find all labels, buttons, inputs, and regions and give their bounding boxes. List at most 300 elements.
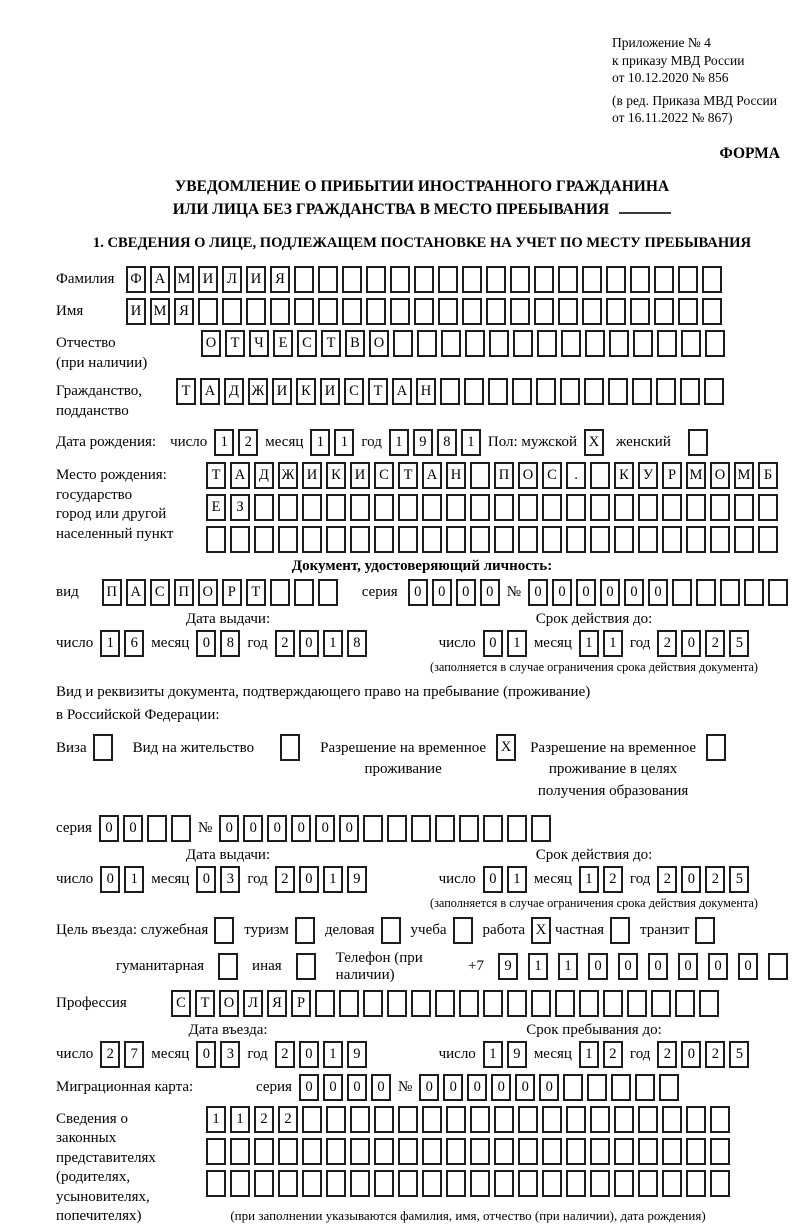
checkbox-tourism[interactable] <box>295 917 315 944</box>
form-cell[interactable] <box>510 266 530 293</box>
form-cell[interactable]: 9 <box>347 1041 367 1068</box>
form-cell[interactable] <box>518 1106 538 1133</box>
form-cell[interactable] <box>678 266 698 293</box>
form-cell[interactable] <box>398 494 418 521</box>
form-cell[interactable]: 0 <box>467 1074 487 1101</box>
form-cell[interactable] <box>686 1170 706 1197</box>
form-cell[interactable] <box>710 1170 730 1197</box>
form-cell[interactable] <box>230 526 250 553</box>
form-cell[interactable] <box>518 494 538 521</box>
form-cell[interactable]: И <box>302 462 322 489</box>
form-cell[interactable] <box>374 526 394 553</box>
form-cell[interactable]: 0 <box>299 630 319 657</box>
form-cell[interactable] <box>489 330 509 357</box>
form-cell[interactable] <box>582 298 602 325</box>
form-cell[interactable] <box>350 1106 370 1133</box>
form-cell[interactable]: М <box>734 462 754 489</box>
form-cell[interactable]: Р <box>222 579 242 606</box>
form-cell[interactable] <box>326 1170 346 1197</box>
form-cell[interactable]: Я <box>270 266 290 293</box>
form-cell[interactable] <box>542 494 562 521</box>
form-cell[interactable]: 9 <box>507 1041 527 1068</box>
form-cell[interactable] <box>627 990 647 1017</box>
form-cell[interactable]: 9 <box>498 953 518 980</box>
form-cell[interactable] <box>662 1138 682 1165</box>
form-cell[interactable]: 7 <box>124 1041 144 1068</box>
form-cell[interactable]: Л <box>243 990 263 1017</box>
form-cell[interactable]: 0 <box>443 1074 463 1101</box>
form-cell[interactable]: 9 <box>413 429 433 456</box>
form-cell[interactable]: 5 <box>729 1041 749 1068</box>
form-cell[interactable]: 2 <box>657 866 677 893</box>
form-cell[interactable] <box>206 1138 226 1165</box>
form-cell[interactable] <box>494 1106 514 1133</box>
form-cell[interactable] <box>542 1138 562 1165</box>
form-cell[interactable]: Я <box>174 298 194 325</box>
form-cell[interactable]: З <box>230 494 250 521</box>
form-cell[interactable] <box>464 378 484 405</box>
form-cell[interactable]: О <box>369 330 389 357</box>
form-cell[interactable] <box>470 1138 490 1165</box>
form-cell[interactable] <box>704 378 724 405</box>
form-cell[interactable]: К <box>296 378 316 405</box>
form-cell[interactable]: О <box>518 462 538 489</box>
form-cell[interactable] <box>590 526 610 553</box>
form-cell[interactable] <box>638 1170 658 1197</box>
form-cell[interactable] <box>512 378 532 405</box>
form-cell[interactable] <box>536 378 556 405</box>
form-cell[interactable] <box>744 579 764 606</box>
form-cell[interactable] <box>446 494 466 521</box>
form-cell[interactable]: И <box>272 378 292 405</box>
form-cell[interactable]: 1 <box>323 1041 343 1068</box>
form-cell[interactable]: 5 <box>729 630 749 657</box>
form-cell[interactable] <box>342 298 362 325</box>
form-cell[interactable]: 5 <box>729 866 749 893</box>
form-cell[interactable]: 0 <box>408 579 428 606</box>
form-cell[interactable]: 2 <box>603 866 623 893</box>
form-cell[interactable] <box>630 266 650 293</box>
form-cell[interactable] <box>614 1170 634 1197</box>
form-cell[interactable]: 0 <box>299 866 319 893</box>
form-cell[interactable] <box>608 378 628 405</box>
form-cell[interactable] <box>758 526 778 553</box>
form-cell[interactable] <box>446 1138 466 1165</box>
form-cell[interactable] <box>654 266 674 293</box>
form-cell[interactable] <box>699 990 719 1017</box>
form-cell[interactable] <box>438 266 458 293</box>
form-cell[interactable]: К <box>614 462 634 489</box>
form-cell[interactable] <box>470 1170 490 1197</box>
form-cell[interactable]: 1 <box>507 866 527 893</box>
form-cell[interactable]: Р <box>662 462 682 489</box>
checkbox-transit[interactable] <box>695 917 715 944</box>
form-cell[interactable] <box>614 526 634 553</box>
form-cell[interactable]: А <box>422 462 442 489</box>
form-cell[interactable] <box>465 330 485 357</box>
form-cell[interactable]: 1 <box>579 866 599 893</box>
form-cell[interactable] <box>566 494 586 521</box>
form-cell[interactable]: 1 <box>100 630 120 657</box>
form-cell[interactable] <box>590 1170 610 1197</box>
form-cell[interactable]: 8 <box>437 429 457 456</box>
checkbox-temp-residence-edu[interactable] <box>706 734 726 761</box>
form-cell[interactable]: 1 <box>579 1041 599 1068</box>
form-cell[interactable] <box>387 990 407 1017</box>
form-cell[interactable] <box>350 1170 370 1197</box>
form-cell[interactable] <box>566 1170 586 1197</box>
form-cell[interactable]: Т <box>225 330 245 357</box>
form-cell[interactable] <box>710 1106 730 1133</box>
form-cell[interactable] <box>294 298 314 325</box>
form-cell[interactable] <box>531 815 551 842</box>
form-cell[interactable]: М <box>174 266 194 293</box>
form-cell[interactable] <box>483 990 503 1017</box>
form-cell[interactable] <box>710 494 730 521</box>
form-cell[interactable] <box>326 494 346 521</box>
form-cell[interactable] <box>459 990 479 1017</box>
form-cell[interactable] <box>390 298 410 325</box>
form-cell[interactable] <box>614 1106 634 1133</box>
form-cell[interactable]: Е <box>273 330 293 357</box>
form-cell[interactable] <box>414 298 434 325</box>
form-cell[interactable]: 0 <box>480 579 500 606</box>
form-cell[interactable]: Д <box>254 462 274 489</box>
form-cell[interactable]: О <box>201 330 221 357</box>
form-cell[interactable]: Я <box>267 990 287 1017</box>
checkbox-business[interactable] <box>381 917 401 944</box>
form-cell[interactable] <box>537 330 557 357</box>
form-cell[interactable]: 2 <box>705 866 725 893</box>
form-cell[interactable] <box>561 330 581 357</box>
form-cell[interactable] <box>638 1138 658 1165</box>
form-cell[interactable]: 0 <box>99 815 119 842</box>
form-cell[interactable]: М <box>150 298 170 325</box>
form-cell[interactable] <box>398 1106 418 1133</box>
form-cell[interactable] <box>470 462 490 489</box>
form-cell[interactable]: 3 <box>220 1041 240 1068</box>
form-cell[interactable]: 1 <box>334 429 354 456</box>
form-cell[interactable] <box>638 494 658 521</box>
form-cell[interactable] <box>363 990 383 1017</box>
form-cell[interactable] <box>590 462 610 489</box>
checkbox-private[interactable] <box>610 917 630 944</box>
form-cell[interactable]: 0 <box>219 815 239 842</box>
form-cell[interactable]: Т <box>368 378 388 405</box>
form-cell[interactable]: 1 <box>124 866 144 893</box>
form-cell[interactable]: К <box>326 462 346 489</box>
form-cell[interactable]: С <box>171 990 191 1017</box>
form-cell[interactable] <box>659 1074 679 1101</box>
form-cell[interactable] <box>705 330 725 357</box>
form-cell[interactable]: 0 <box>299 1041 319 1068</box>
form-cell[interactable] <box>758 494 778 521</box>
form-cell[interactable] <box>459 815 479 842</box>
form-cell[interactable] <box>438 298 458 325</box>
form-cell[interactable]: 2 <box>238 429 258 456</box>
form-cell[interactable] <box>638 526 658 553</box>
form-cell[interactable] <box>318 579 338 606</box>
form-cell[interactable] <box>270 579 290 606</box>
form-cell[interactable] <box>606 266 626 293</box>
form-cell[interactable]: Ж <box>248 378 268 405</box>
form-cell[interactable] <box>494 526 514 553</box>
form-cell[interactable] <box>462 266 482 293</box>
form-cell[interactable] <box>672 579 692 606</box>
form-cell[interactable]: 0 <box>432 579 452 606</box>
form-cell[interactable]: Т <box>195 990 215 1017</box>
form-cell[interactable] <box>555 990 575 1017</box>
form-cell[interactable]: П <box>102 579 122 606</box>
form-cell[interactable] <box>318 266 338 293</box>
form-cell[interactable] <box>363 815 383 842</box>
form-cell[interactable]: М <box>686 462 706 489</box>
form-cell[interactable] <box>686 1138 706 1165</box>
form-cell[interactable]: С <box>297 330 317 357</box>
form-cell[interactable] <box>230 1138 250 1165</box>
form-cell[interactable] <box>414 266 434 293</box>
form-cell[interactable]: 0 <box>100 866 120 893</box>
form-cell[interactable]: 0 <box>196 1041 216 1068</box>
form-cell[interactable] <box>339 990 359 1017</box>
form-cell[interactable] <box>366 266 386 293</box>
checkbox-sex-female[interactable] <box>688 429 708 456</box>
form-cell[interactable] <box>147 815 167 842</box>
form-cell[interactable] <box>462 298 482 325</box>
form-cell[interactable] <box>486 266 506 293</box>
form-cell[interactable]: 0 <box>339 815 359 842</box>
form-cell[interactable] <box>662 494 682 521</box>
form-cell[interactable]: П <box>174 579 194 606</box>
form-cell[interactable]: 1 <box>603 630 623 657</box>
form-cell[interactable] <box>584 378 604 405</box>
form-cell[interactable]: 1 <box>310 429 330 456</box>
form-cell[interactable] <box>720 579 740 606</box>
form-cell[interactable]: 2 <box>275 866 295 893</box>
form-cell[interactable]: 0 <box>419 1074 439 1101</box>
form-cell[interactable] <box>318 298 338 325</box>
form-cell[interactable] <box>254 526 274 553</box>
form-cell[interactable]: 0 <box>600 579 620 606</box>
form-cell[interactable] <box>702 266 722 293</box>
form-cell[interactable] <box>294 266 314 293</box>
form-cell[interactable] <box>411 990 431 1017</box>
form-cell[interactable] <box>470 1106 490 1133</box>
form-cell[interactable] <box>542 526 562 553</box>
form-cell[interactable] <box>603 990 623 1017</box>
form-cell[interactable]: 2 <box>705 1041 725 1068</box>
form-cell[interactable] <box>278 526 298 553</box>
form-cell[interactable] <box>710 526 730 553</box>
form-cell[interactable]: И <box>198 266 218 293</box>
form-cell[interactable] <box>470 526 490 553</box>
form-cell[interactable] <box>342 266 362 293</box>
form-cell[interactable] <box>494 1138 514 1165</box>
form-cell[interactable] <box>609 330 629 357</box>
form-cell[interactable]: 2 <box>254 1106 274 1133</box>
form-cell[interactable]: 0 <box>291 815 311 842</box>
form-cell[interactable]: И <box>320 378 340 405</box>
form-cell[interactable] <box>315 990 335 1017</box>
form-cell[interactable] <box>531 990 551 1017</box>
form-cell[interactable] <box>566 526 586 553</box>
form-cell[interactable] <box>488 378 508 405</box>
form-cell[interactable] <box>566 1138 586 1165</box>
form-cell[interactable] <box>518 1138 538 1165</box>
form-cell[interactable]: 1 <box>389 429 409 456</box>
form-cell[interactable] <box>734 494 754 521</box>
form-cell[interactable] <box>558 266 578 293</box>
form-cell[interactable] <box>446 1170 466 1197</box>
form-cell[interactable] <box>446 526 466 553</box>
form-cell[interactable]: Д <box>224 378 244 405</box>
form-cell[interactable] <box>422 1106 442 1133</box>
form-cell[interactable]: Т <box>206 462 226 489</box>
form-cell[interactable] <box>534 266 554 293</box>
form-cell[interactable]: О <box>219 990 239 1017</box>
form-cell[interactable]: 9 <box>347 866 367 893</box>
form-cell[interactable]: 1 <box>323 866 343 893</box>
checkbox-humanitarian[interactable] <box>218 953 238 980</box>
form-cell[interactable]: 2 <box>100 1041 120 1068</box>
form-cell[interactable] <box>635 1074 655 1101</box>
form-cell[interactable]: 1 <box>483 1041 503 1068</box>
form-cell[interactable]: А <box>126 579 146 606</box>
form-cell[interactable] <box>678 298 698 325</box>
form-cell[interactable] <box>350 1138 370 1165</box>
form-cell[interactable]: И <box>126 298 146 325</box>
form-cell[interactable]: 0 <box>681 630 701 657</box>
form-cell[interactable] <box>662 1106 682 1133</box>
form-cell[interactable] <box>374 494 394 521</box>
form-cell[interactable] <box>398 1170 418 1197</box>
form-cell[interactable] <box>534 298 554 325</box>
form-cell[interactable] <box>702 298 722 325</box>
form-cell[interactable]: О <box>198 579 218 606</box>
form-cell[interactable]: 0 <box>515 1074 535 1101</box>
checkbox-other[interactable] <box>296 953 316 980</box>
form-cell[interactable] <box>422 526 442 553</box>
form-cell[interactable] <box>254 1170 274 1197</box>
form-cell[interactable] <box>657 330 677 357</box>
form-cell[interactable]: 0 <box>552 579 572 606</box>
form-cell[interactable]: 2 <box>275 1041 295 1068</box>
form-cell[interactable] <box>614 494 634 521</box>
form-cell[interactable] <box>278 494 298 521</box>
form-cell[interactable]: . <box>566 462 586 489</box>
form-cell[interactable] <box>710 1138 730 1165</box>
form-cell[interactable] <box>585 330 605 357</box>
form-cell[interactable] <box>486 298 506 325</box>
checkbox-study[interactable] <box>453 917 473 944</box>
form-cell[interactable] <box>681 330 701 357</box>
form-cell[interactable]: 1 <box>558 953 578 980</box>
form-cell[interactable] <box>302 1138 322 1165</box>
form-cell[interactable]: Т <box>176 378 196 405</box>
form-cell[interactable]: 0 <box>618 953 638 980</box>
form-cell[interactable] <box>302 1106 322 1133</box>
form-cell[interactable]: 0 <box>323 1074 343 1101</box>
form-cell[interactable]: Н <box>446 462 466 489</box>
form-cell[interactable] <box>326 1138 346 1165</box>
form-cell[interactable]: 1 <box>214 429 234 456</box>
form-cell[interactable]: Т <box>321 330 341 357</box>
form-cell[interactable] <box>302 526 322 553</box>
form-cell[interactable] <box>230 1170 250 1197</box>
form-cell[interactable]: 1 <box>323 630 343 657</box>
form-cell[interactable]: Б <box>758 462 778 489</box>
form-cell[interactable] <box>198 298 218 325</box>
form-cell[interactable]: Т <box>398 462 418 489</box>
form-cell[interactable] <box>278 1170 298 1197</box>
form-cell[interactable]: 3 <box>220 866 240 893</box>
form-cell[interactable] <box>513 330 533 357</box>
form-cell[interactable]: Ф <box>126 266 146 293</box>
form-cell[interactable] <box>563 1074 583 1101</box>
form-cell[interactable] <box>518 1170 538 1197</box>
form-cell[interactable] <box>654 298 674 325</box>
form-cell[interactable] <box>632 378 652 405</box>
form-cell[interactable] <box>278 1138 298 1165</box>
form-cell[interactable] <box>294 579 314 606</box>
checkbox-visa[interactable] <box>93 734 113 761</box>
form-cell[interactable] <box>246 298 266 325</box>
form-cell[interactable] <box>446 1106 466 1133</box>
form-cell[interactable] <box>686 526 706 553</box>
form-cell[interactable] <box>560 378 580 405</box>
form-cell[interactable]: С <box>374 462 394 489</box>
form-cell[interactable]: 1 <box>206 1106 226 1133</box>
form-cell[interactable]: 0 <box>243 815 263 842</box>
form-cell[interactable] <box>590 1138 610 1165</box>
form-cell[interactable] <box>206 526 226 553</box>
form-cell[interactable]: 0 <box>588 953 608 980</box>
form-cell[interactable]: В <box>345 330 365 357</box>
form-cell[interactable] <box>656 378 676 405</box>
form-cell[interactable] <box>374 1106 394 1133</box>
form-cell[interactable]: 6 <box>124 630 144 657</box>
form-cell[interactable] <box>422 1170 442 1197</box>
form-cell[interactable]: 0 <box>456 579 476 606</box>
form-cell[interactable] <box>393 330 413 357</box>
form-cell[interactable]: У <box>638 462 658 489</box>
form-cell[interactable]: 8 <box>347 630 367 657</box>
form-cell[interactable] <box>222 298 242 325</box>
form-cell[interactable] <box>470 494 490 521</box>
form-cell[interactable] <box>579 990 599 1017</box>
form-cell[interactable] <box>542 1106 562 1133</box>
form-cell[interactable] <box>510 298 530 325</box>
form-cell[interactable]: 0 <box>624 579 644 606</box>
form-cell[interactable] <box>483 815 503 842</box>
form-cell[interactable] <box>633 330 653 357</box>
form-cell[interactable] <box>611 1074 631 1101</box>
form-cell[interactable]: Е <box>206 494 226 521</box>
checkbox-temp-residence[interactable]: X <box>496 734 516 761</box>
form-cell[interactable] <box>630 298 650 325</box>
form-cell[interactable]: 2 <box>278 1106 298 1133</box>
form-cell[interactable]: 0 <box>483 866 503 893</box>
form-cell[interactable]: А <box>392 378 412 405</box>
form-cell[interactable] <box>417 330 437 357</box>
form-cell[interactable]: О <box>710 462 730 489</box>
form-cell[interactable]: 2 <box>657 1041 677 1068</box>
form-cell[interactable] <box>387 815 407 842</box>
form-cell[interactable]: 8 <box>220 630 240 657</box>
form-cell[interactable]: 0 <box>299 1074 319 1101</box>
form-cell[interactable]: Ж <box>278 462 298 489</box>
form-cell[interactable] <box>326 526 346 553</box>
